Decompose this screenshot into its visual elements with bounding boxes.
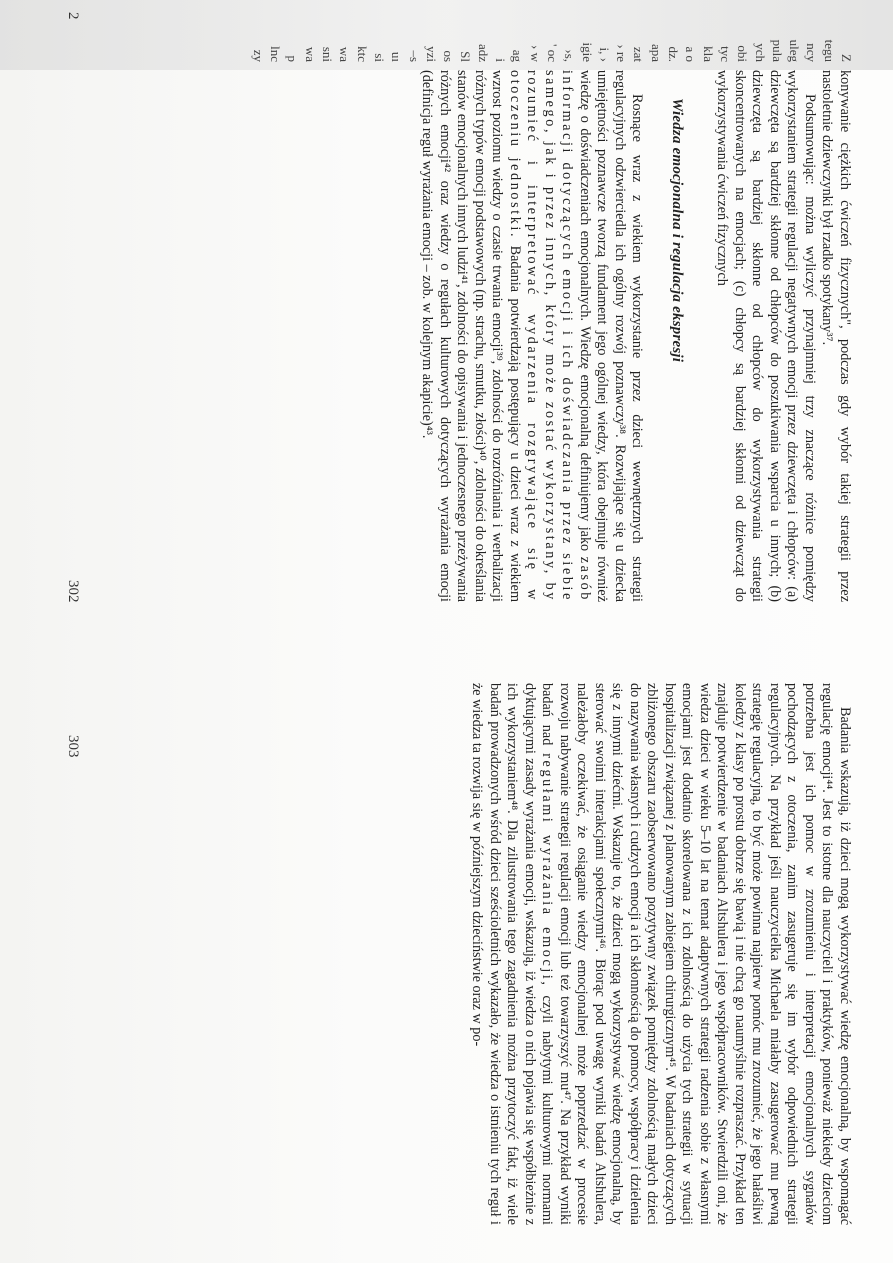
margin-fragment: ktc [354,46,370,62]
margin-fragment: wa [302,46,318,62]
spaced-term: regułami wyrażania emocji, [539,753,556,988]
margin-fragment: zat [631,46,647,62]
page-number: 302 [65,580,81,603]
margin-fragment: › re [614,44,630,62]
page-number: 303 [65,735,81,758]
margin-fragment: › w [527,45,543,62]
margin-fragment: adz [475,43,491,62]
margin-fragment: ncy [804,43,820,62]
margin-fragment: wa [337,46,353,62]
margin-fragment: i [493,58,509,62]
margin-fragment: tyc [717,46,733,62]
margin-fragment: ych [752,43,768,62]
margin-fragment: ' oc [544,44,560,62]
margin-fragment: igie [579,42,595,62]
margin-fragment: uı [389,51,405,62]
margin-fragment: si [371,53,387,62]
margin-fragment: pula [769,39,785,62]
paragraph: konywanie ciężkich ćwiczeń fizycznych", podczas gdy wybór takiej strategii przez nastoletnie dziewczynki był rzadko spotykany³⁷. [819,70,853,602]
margin-fragment: a o [683,46,699,62]
paragraph [468,683,853,1225]
margin-fragment: ›s, [562,49,578,62]
margin-fragment: tegu [821,39,837,62]
paragraph: Podsumowując: można wyliczyć przynajmniej trzy znaczące różnice pomiędzy wykorzystaniem strategii regulacji negatywnych emocji przez dziewczęta i chłopców: (a) dziewczęta są bardziej skłonne od chłopców do poszukiwania wsparcia u innych; (b) dziewczęta są bardziej skłonne od chłopców do wykorzystywania strategii skoncentrowanych na emocjach; (c) chłopcy są bardziej skłonni od dziewcząt do wykorzystywania ćwiczeń fizycznych [714,70,818,602]
margin-fragment: dz. [666,46,682,62]
margin-fragment: Z [839,54,854,62]
paragraph-text: Rosnące wraz z wiekiem wykorzystanie przez dzieci wewnętrznych strategii regulacyjnych odzwierciedla ich ogólny rozwój poznawczy³⁸. Rozwijające się u dziecka umiejętności poznawcze tworzą fundament jego ogólnej wiedzy, która obejmuje również wiedzę o doświadczeniach emocjonalnych. Wiedzę emocjonalną definiujemy jako [577,70,646,602]
previous-page-fragments [250,10,855,62]
margin-fragment: p [285,55,301,62]
margin-fragment: zy [250,49,266,62]
corner-mark: 2 [65,12,81,20]
margin-fragment: kla [700,46,716,62]
margin-fragment: apa [648,43,664,62]
paragraph-text: czyli nabytymi kulturowymi normami dyktującymi zasady wyrażania emocji, wskazują, iż wiedza o nich pojawia się współbieżnie z ich wykorzystaniem⁴⁸. Dla zilustrowania tego zagadnienia można przytoczyć fakt, iż wiele badań prowadzonych wśród dzieci sześcioletnich wykazało, że wiedza o istnieniu tych reguł i że wiedza ta rozwija się w późniejszym dzieciństwie oraz w po- [469,683,556,1226]
margin-fragment: lnc [268,46,284,62]
margin-fragment: yzi [423,46,439,62]
margin-fragment: sni [320,46,336,62]
margin-fragment: ag [510,49,526,62]
margin-fragment: uleg [787,39,803,62]
right-text-column [468,683,853,1225]
left-text-column [418,70,853,602]
paragraph [418,70,646,602]
margin-fragment: i, › [596,47,612,62]
margin-fragment: Sl [458,51,474,62]
definition-spaced-text: zasób informacji dotyczących emocji i ich doświadczania przez siebie samego, jak i przez innych, który może zostać wykorzystany, by rozumieć i interpretować wydarzenia rozgrywające się w otoczeniu jednostki. [507,70,593,603]
section-heading: Wiedza emocjonalna i regulacja ekspresji [669,98,685,363]
margin-fragment: os [441,50,457,62]
right-page [0,633,893,1263]
paragraph-text: Badania wskazują, iż dzieci mogą wykorzystywać wiedzę emocjonalną, by wspomagać regulację emocji⁴⁴. Jest to istotne dla nauczycieli i praktyków, ponieważ niekiedy dzieciom potrzebna jest ich pomoc w zrozumieniu i interpretacji emocjonalnych sygnałów pochodzących z otoczenia, zanim zasugeruje się im wybór odpowiednich strategii regulacyjnych. Na przykład jeśli nauczycielka Michaela miałaby zasugerować mu pewną strategię regulacyjną, to być może powinna najpierw pomóc mu zrozumieć, że jego hałaśliwi koledzy z klasy po prostu dobrze się bawią i nie chcą go naumyślnie rozpraszać. Przykład ten znajduje potwierdzenie w badaniach Altshulera i jego współpracowników. Stwierdzili oni, że wiedza dzieci w wieku 5–10 lat na temat adaptywnych strategii radzenia sobie z własnymi emocjami jest dodatnio skorelowana z ich zdolnością do użycia tych strategii w sytuacji hospitalizacji związanej z planowanym zabiegiem chirurgicznym⁴⁵. W badaniach dotyczących zbliżonego obszaru zaobserwowano pozytywny związek pomiędzy zdolnością małych dzieci do nazywania własnych i cudzych emocji a ich skłonnością do pomocy, współpracy i dzielenia się z innymi dziećmi. Wskazuje to, że dzieci mogą wykorzystywać wiedzę emocjonalną, by sterować swoimi interakcjami społecznymi⁴⁶. Biorąc pod uwagę wyniki badań Altshulera, należałoby oczekiwać, że osiąganie wiedzy emocjonalnej może poprzedzać w procesie rozwoju nabywanie strategii regulacji emocji lub też towarzyszyć mu⁴⁷. Na przykład wyniki badań nad [539,683,853,1225]
left-page [0,0,893,630]
margin-fragment: –s [406,50,422,62]
margin-fragment: obi [735,45,751,62]
paragraph-text: Badania potwierdzają postępujący u dzieci wraz z wiekiem wzrost poziomu wiedzy o czasie trwania emocji³⁹, zdolności do rozróżniania i werbalizacji różnych typów emocji podstawowych (np. strachu, smutku, złości)⁴⁰, zdolności do określania stanów emocjonalnych innych ludzi⁴¹, zdolności do opisywania i jednoczesnego przeżywania różnych emocji⁴² oraz wiedzy o regułach kulturowych dotyczących wyrażania emocji (definicja reguł wyrażania emocji – zob. w kolejnym akapicie)⁴³. [419,70,523,602]
